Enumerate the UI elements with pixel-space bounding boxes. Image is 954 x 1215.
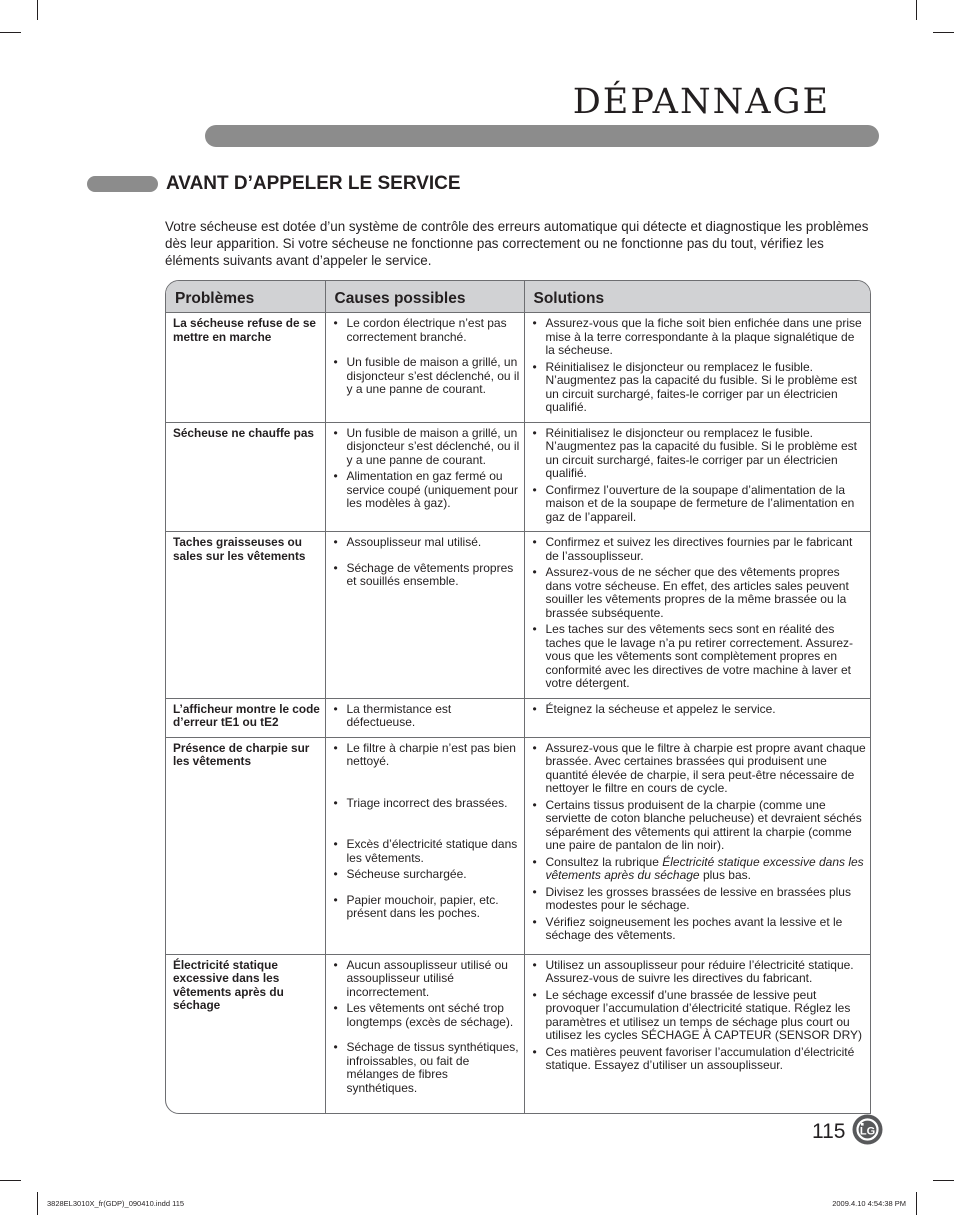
solution-item: • Les taches sur des vêtements secs sont en réalité des taches que le lavage n’a pu retirer correctement. Assurez-vous que les vêtements sont complètement propres en conformité avec les directives de votre machine à laver et votre détergent. — [525, 623, 867, 691]
consult-reference: Électricité statique excessive dans les vêtements après du séchage — [545, 854, 864, 882]
section-title: AVANT D’APPELER LE SERVICE — [166, 173, 461, 194]
causes-cell — [325, 954, 524, 1114]
cause-item: • Un fusible de maison a grillé, un disjoncteur s’est déclenché, ou il y a une panne de courant. — [326, 356, 520, 397]
column-header-causes: Causes possibles — [325, 281, 524, 313]
solution-item: • Divisez les grosses brassées de lessive en brassées plus modestes pour le séchage. — [525, 886, 867, 913]
solution-item: • Assurez-vous de ne sécher que des vêtements propres dans votre sécheuse. En effet, des articles sales peuvent souiller les vêtements propres de la même brassée ou la brassée subséquente. — [525, 566, 867, 620]
solutions-cell — [524, 954, 870, 1114]
causes-cell — [325, 698, 524, 737]
page-number: 115 — [812, 1120, 846, 1143]
cause-item: • Aucun assouplisseur utilisé ou assouplisseur utilisé incorrectement. — [326, 959, 520, 1000]
table-row — [166, 954, 870, 1114]
section-marker — [87, 176, 158, 192]
crop-mark — [916, 1192, 917, 1215]
crop-mark — [37, 1192, 38, 1215]
table-row — [166, 422, 870, 532]
solutions-cell — [524, 422, 870, 532]
lg-logo-text: LG — [859, 1125, 876, 1138]
crop-mark — [933, 32, 954, 33]
lg-logo-icon — [852, 1114, 883, 1145]
column-header-problems: Problèmes — [166, 281, 325, 313]
crop-mark — [37, 0, 38, 20]
causes-cell — [325, 737, 524, 954]
table-row — [166, 698, 870, 737]
cause-item: • Un fusible de maison a grillé, un disjoncteur s’est déclenché, ou il y a une panne de courant. — [326, 427, 520, 468]
solution-item: • Assurez-vous que la fiche soit bien enfichée dans une prise mise à la terre correspondante à la plaque signalétique de la sécheuse. — [525, 317, 867, 358]
solution-item: • Utilisez un assouplisseur pour réduire l’électricité statique. Assurez-vous de suivre les directives du fabricant. — [525, 959, 867, 986]
problem-cell: Électricité statique excessive dans les vêtements après du séchage — [166, 954, 325, 1114]
table-row — [166, 737, 870, 954]
column-header-solutions: Solutions — [524, 281, 870, 313]
cause-item: • Sécheuse surchargée. — [326, 868, 520, 882]
solution-item: • Ces matières peuvent favoriser l’accumulation d’électricité statique. Essayez d’utiliser un assouplisseur. — [525, 1046, 867, 1073]
causes-cell — [325, 532, 524, 699]
cause-item: • Excès d’électricité statique dans les vêtements. — [326, 838, 520, 865]
solution-item: • Vérifiez soigneusement les poches avant la lessive et le séchage des vêtements. — [525, 916, 867, 943]
causes-cell — [325, 422, 524, 532]
problem-cell: Présence de charpie sur les vêtements — [166, 737, 325, 954]
table-row — [166, 532, 870, 699]
title-bar — [205, 125, 879, 147]
footer-timestamp: 2009.4.10 4:54:38 PM — [832, 1199, 906, 1208]
crop-mark — [0, 1180, 21, 1181]
problem-cell: Taches graisseuses ou sales sur les vêtements — [166, 532, 325, 699]
page-title: DÉPANNAGE — [572, 82, 830, 122]
cause-item: • Séchage de vêtements propres et souillés ensemble. — [326, 562, 520, 589]
problem-cell: Sécheuse ne chauffe pas — [166, 422, 325, 532]
cause-item: • La thermistance est défectueuse. — [326, 703, 520, 730]
cause-item: • Les vêtements ont séché trop longtemps (excès de séchage). — [326, 1002, 520, 1029]
solutions-cell — [524, 313, 870, 423]
crop-mark — [933, 1180, 954, 1181]
cause-item: • Le filtre à charpie n’est pas bien nettoyé. — [326, 742, 520, 769]
cause-item: • Le cordon électrique n’est pas correctement branché. — [326, 317, 520, 344]
cause-item: • Séchage de tissus synthétiques, infroissables, ou fait de mélanges de fibres synthétiques. — [326, 1041, 520, 1095]
causes-cell — [325, 313, 524, 423]
cause-item: • Assouplisseur mal utilisé. — [326, 536, 520, 550]
solution-item: • Confirmez et suivez les directives fournies par le fabricant de l’assouplisseur. — [525, 536, 867, 563]
consult-suffix: plus bas. — [699, 868, 751, 882]
problem-cell: La sécheuse refuse de se mettre en marche — [173, 316, 316, 344]
problem-cell: L’afficheur montre le code d’erreur tE1 ou tE2 — [166, 698, 325, 737]
solutions-cell — [524, 737, 870, 954]
cause-item: • Papier mouchoir, papier, etc. présent dans les poches. — [326, 894, 520, 921]
solution-item: • Réinitialisez le disjoncteur ou remplacez le fusible. N’augmentez pas la capacité du fusible. Si le problème est un circuit surchargé, faites-le corriger par un électricien qualifié. — [525, 427, 867, 481]
solution-item: • Confirmez l’ouverture de la soupape d’alimentation de la maison et de la soupape de fermeture de l’alimentation en gaz de l’appareil. — [525, 484, 867, 525]
solution-item-consult — [525, 856, 867, 883]
footer-file: 3828EL3010X_fr(GDP)_090410.indd 115 — [47, 1199, 185, 1208]
cause-item: • Triage incorrect des brassées. — [326, 797, 520, 811]
solution-item: • Le séchage excessif d’une brassée de lessive peut provoquer l’accumulation d’électricité statique. Réglez les paramètres et utilisez un temps de séchage plus court ou utilisez les cycles SÉCHAGE À CAPTEUR (SENSOR DRY) — [525, 989, 867, 1043]
consult-prefix: Consultez la rubrique — [545, 854, 663, 869]
crop-mark — [0, 32, 21, 33]
solution-item: • Certains tissus produisent de la charpie (comme une serviette de coton blanche pelucheuse) et devraient séchés séparément des vêtements qui attirent la charpie (comme une paire de pantalon de lin noir). — [525, 799, 867, 853]
solution-item: • Éteignez la sécheuse et appelez le service. — [525, 703, 867, 717]
table-row — [166, 313, 870, 423]
troubleshooting-table — [165, 280, 871, 1114]
table-header-row — [166, 281, 870, 313]
solution-item: • Assurez-vous que le filtre à charpie est propre avant chaque brassée. Avec certaines brassées qui produisent une quantité élevée de charpie, il sera peut-être nécessaire de nettoyer le filtre en cours de cycle. — [525, 742, 867, 796]
solution-item: • Réinitialisez le disjoncteur ou remplacez le fusible. N’augmentez pas la capacité du fusible. Si le problème est un circuit surchargé, faites-le corriger par un électricien qualifié. — [525, 361, 867, 415]
intro-paragraph: Votre sécheuse est dotée d’un système de contrôle des erreurs automatique qui détecte et diagnostique les problèmes dès leur apparition. Si votre sécheuse ne fonctionne pas correctement ou ne fonctionne pas du tout, vérifiez les éléments suivants avant d’appeler le service. — [165, 219, 869, 268]
crop-mark — [916, 0, 917, 20]
solutions-cell — [524, 532, 870, 699]
table — [166, 281, 870, 1114]
solutions-cell — [524, 698, 870, 737]
cause-item: • Alimentation en gaz fermé ou service coupé (uniquement pour les modèles à gaz). — [326, 470, 520, 511]
